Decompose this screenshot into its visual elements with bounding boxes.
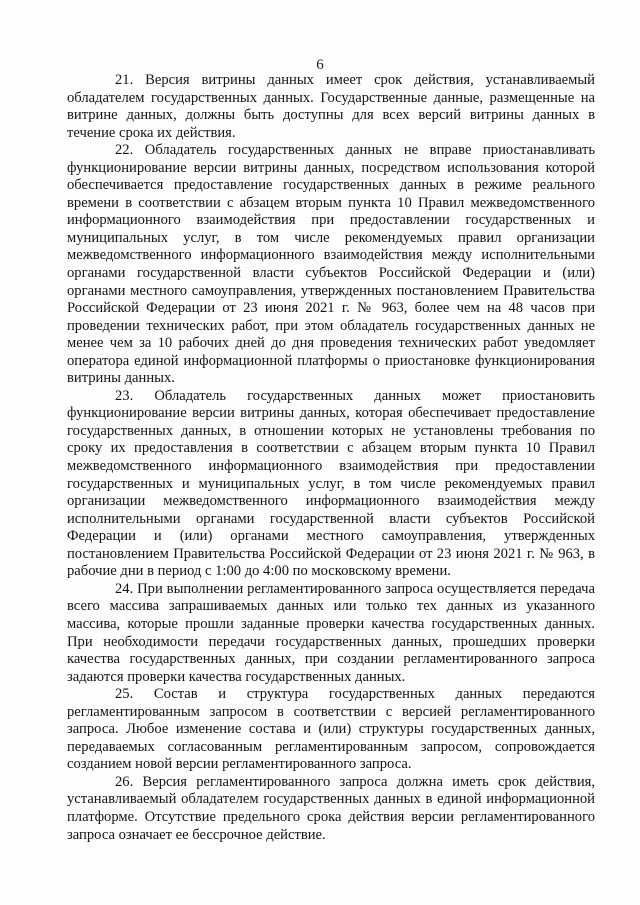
paragraph-24: 24. При выполнении регламентированного запроса осуществляется передача всего массива запрашиваемых данных или только тех данных из указанного массива, которые прошли заданные проверки качества государственных данных. При необходимости передачи государственных данных, прошедших проверки качества государственных данных, при создании регламентированного запроса задаются проверки качества государственных данных.	[67, 580, 595, 685]
paragraph-22: 22. Обладатель государственных данных не вправе приостанавливать функционирование версии витрины данных, посредством использования которой обеспечивается предоставление государственных данных в режиме реального времени в соответствии с абзацем вторым пункта 10 Правил межведомственного информационного взаимодействия при предоставлении государственных и муниципальных услуг, в том числе рекомендуемых правил организации межведомственного информационного взаимодействия между исполнительными органами государственной власти субъектов Российской Федерации и (или) органами местного самоуправления, утвержденных постановлением Правительства Российской Федерации от 23 июня 2021 г. № 963, более чем на 48 часов при проведении технических работ, при этом обладатель государственных данных не менее чем за 10 рабочих дней до дня проведения технических работ уведомляет оператора единой информационной платформы о приостановке функционирования витрины данных.	[67, 142, 595, 387]
paragraph-26: 26. Версия регламентированного запроса должна иметь срок действия, устанавливаемый обладателем государственных данных в единой информационной платформе. Отсутствие предельного срока действия версии регламентированного запроса означает ее бессрочное действие.	[67, 773, 595, 843]
paragraph-23: 23. Обладатель государственных данных может приостановить функционирование версии витрины данных, которая обеспечивает предоставление государственных данных, в отношении которых не установлены требования по сроку их предоставления в соответствии с абзацем вторым пункта 10 Правил межведомственного информационного взаимодействия при предоставлении государственных и муниципальных услуг, в том числе рекомендуемых правил организации межведомственного информационного взаимодействия между исполнительными органами государственной власти субъектов Российской Федерации и (или) органами местного самоуправления, утвержденных постановлением Правительства Российской Федерации от 23 июня 2021 г. № 963, в рабочие дни в период с 1:00 до 4:00 по московскому времени.	[67, 387, 595, 580]
paragraph-21: 21. Версия витрины данных имеет срок действия, устанавливаемый обладателем государственных данных. Государственные данные, размещенные на витрине данных, должны быть доступны для всех версий витрины данных в течение срока их действия.	[67, 72, 595, 141]
paragraph-25: 25. Состав и структура государственных данных передаются регламентированным запросом в соответствии с версией регламентированного запроса. Любое изменение состава и (или) структуры государственных данных, передаваемых согласованным регламентированным запросом, сопровождается созданием новой версии регламентированного запроса.	[67, 686, 595, 773]
document-body	[67, 72, 595, 844]
page-number: 6	[316, 57, 324, 73]
